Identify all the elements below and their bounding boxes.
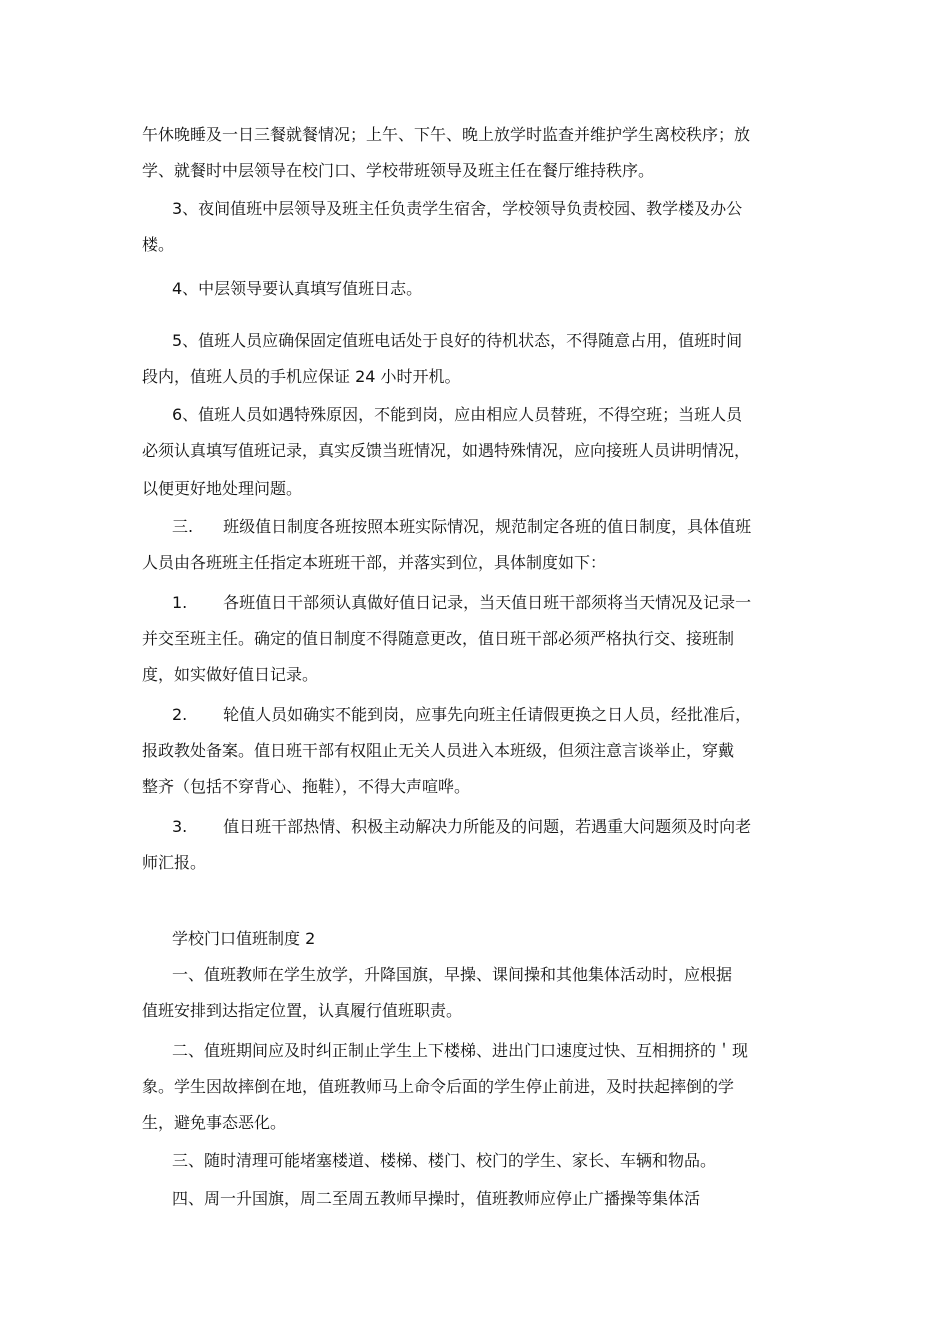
text-line: 楼。 [142, 235, 175, 254]
text-line: 四、周一升国旗，周二至周五教师早操时，值班教师应停止广播操等集体活 [172, 1189, 701, 1208]
text-line: 度，如实做好值日记录。 [142, 665, 319, 684]
list-number: 1. [172, 593, 188, 612]
list-text: 轮值人员如确实不能到岗，应事先向班主任请假更换之日人员，经批准后， [223, 705, 752, 724]
list-number: 3. [172, 817, 188, 836]
text-line: 一、值班教师在学生放学，升降国旗，早操、课间操和其他集体活动时，应根据 [172, 965, 733, 984]
text-line: 生，避免事态恶化。 [142, 1113, 287, 1132]
text-line: 值班安排到达指定位置，认真履行值班职责。 [142, 1001, 463, 1020]
text-line: 人员由各班班主任指定本班班干部，并落实到位，具体制度如下： [142, 553, 607, 572]
list-item-line [172, 592, 751, 614]
text-line: 并交至班主任。确定的值日制度不得随意更改，值日班干部必须严格执行交、接班制 [142, 629, 735, 648]
list-item-line [172, 704, 751, 726]
text-line: 4、中层领导要认真填写值班日志。 [172, 279, 423, 298]
text-line: 报政教处备案。值日班干部有权阻止无关人员进入本班级，但须注意言谈举止，穿戴 [142, 741, 735, 760]
section-three-line [172, 516, 751, 538]
list-text: 各班值日干部须认真做好值日记录，当天值日班干部须将当天情况及记录一 [223, 593, 752, 612]
text-line: 6、值班人员如遇特殊原因，不能到岗，应由相应人员替班，不得空班；当班人员 [172, 405, 743, 424]
text-line: 3、夜间值班中层领导及班主任负责学生宿舍，学校领导负责校园、教学楼及办公 [172, 199, 743, 218]
text-line: 午休晚睡及一日三餐就餐情况；上午、下午、晚上放学时监查并维护学生离校秩序；放 [142, 125, 751, 144]
text-line: 二、值班期间应及时纠正制止学生上下楼梯、进出门口速度过快、互相拥挤的＇现 [172, 1041, 749, 1060]
text-line: 必须认真填写值班记录，真实反馈当班情况，如遇特殊情况，应向接班人员讲明情况， [142, 441, 751, 460]
list-text: 值日班干部热情、积极主动解决力所能及的问题，若遇重大问题须及时向老 [223, 817, 752, 836]
text-line: 以便更好地处理问题。 [142, 479, 303, 498]
text-line: 整齐（包括不穿背心、拖鞋），不得大声喧哗。 [142, 777, 471, 796]
text-line: 三、随时清理可能堵塞楼道、楼梯、楼门、校门的学生、家长、车辆和物品。 [172, 1151, 717, 1170]
text-line: 段内，值班人员的手机应保证 24 小时开机。 [142, 367, 461, 386]
text-line: 师汇报。 [142, 853, 207, 872]
text-line: 5、值班人员应确保固定值班电话处于良好的待机状态，不得随意占用，值班时间 [172, 331, 743, 350]
section-number: 三. [172, 517, 194, 536]
section-heading: 学校门口值班制度 2 [172, 929, 316, 948]
list-number: 2. [172, 705, 188, 724]
text-line: 学、就餐时中层领导在校门口、学校带班领导及班主任在餐厅维持秩序。 [142, 161, 655, 180]
section-text: 班级值日制度各班按照本班实际情况，规范制定各班的值日制度，具体值班 [223, 517, 752, 536]
text-line: 象。学生因故摔倒在地，值班教师马上命令后面的学生停止前进，及时扶起摔倒的学 [142, 1077, 735, 1096]
list-item-line [172, 816, 751, 838]
